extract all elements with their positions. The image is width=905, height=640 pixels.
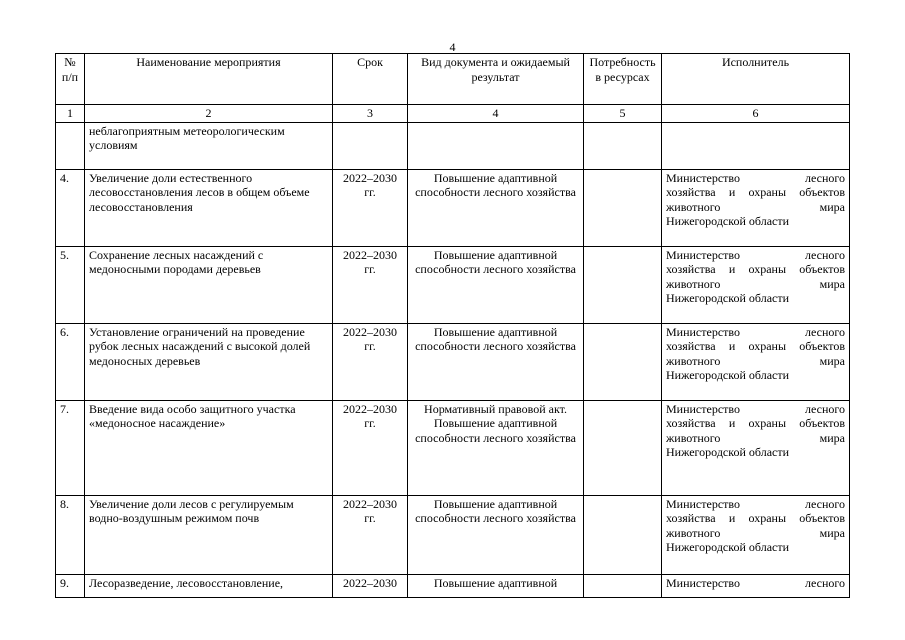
executor-line: Министерство лесного: [666, 496, 845, 511]
row-executor: [662, 574, 850, 597]
row-result: Повышение адаптивной способности лесного хозяйства: [408, 323, 584, 400]
header-executor: Исполнитель: [662, 54, 850, 105]
header-term: Срок: [333, 54, 408, 105]
column-number-row: [56, 105, 850, 123]
row-executor: [662, 495, 850, 574]
row-name: Установление ограничений на проведение рубок лесных насаждений с высокой долей медоносных деревьев: [85, 323, 333, 400]
row-executor: [662, 169, 850, 246]
executor-line: Нижегородской области: [666, 540, 790, 555]
column-number: 4: [408, 105, 584, 123]
executor-line: хозяйства и охраны объектов: [666, 339, 845, 354]
header-result: Вид документа и ожидаемый результат: [408, 54, 584, 105]
column-number: 2: [85, 105, 333, 123]
executor-line: хозяйства и охраны объектов: [666, 511, 845, 526]
row-resources: [584, 400, 662, 495]
column-number: 3: [333, 105, 408, 123]
row-num: 8.: [56, 495, 85, 574]
executor-line: Нижегородской области: [666, 291, 790, 306]
row-executor: [662, 400, 850, 495]
executor-line: хозяйства и охраны объектов: [666, 262, 845, 277]
row-result: Повышение адаптивной: [408, 574, 584, 597]
executor-line: Нижегородской области: [666, 368, 790, 383]
executor-line: Министерство лесного: [666, 170, 845, 185]
table-header-row: [56, 54, 850, 105]
table-row: [56, 574, 850, 597]
column-number: 1: [56, 105, 85, 123]
executor-line: животного мира: [666, 430, 845, 445]
row-result: Повышение адаптивной способности лесного хозяйства: [408, 169, 584, 246]
row-result: [408, 122, 584, 169]
row-term: 2022–2030 гг.: [333, 323, 408, 400]
executor-line: Нижегородской области: [666, 445, 790, 460]
executor-line: животного мира: [666, 199, 845, 214]
row-term: 2022–2030 гг.: [333, 495, 408, 574]
header-num: № п/п: [56, 54, 85, 105]
executor-line: хозяйства и охраны объектов: [666, 416, 845, 431]
row-num: [56, 122, 85, 169]
row-name: Лесоразведение, лесовосстановление,: [85, 574, 333, 597]
row-num: 9.: [56, 574, 85, 597]
row-name: Увеличение доли лесов с регулируемым водно-воздушным режимом почв: [85, 495, 333, 574]
row-executor: [662, 246, 850, 323]
page-number: 4: [449, 40, 456, 54]
row-num: 4.: [56, 169, 85, 246]
header-resources: Потребность в ресурсах: [584, 54, 662, 105]
table-row: [56, 169, 850, 246]
row-result: Повышение адаптивной способности лесного хозяйства: [408, 495, 584, 574]
table-row: [56, 495, 850, 574]
table-row: [56, 323, 850, 400]
table-row: [56, 400, 850, 495]
executor-line: животного мира: [666, 525, 845, 540]
row-num: 6.: [56, 323, 85, 400]
row-term: 2022–2030 гг.: [333, 246, 408, 323]
row-result: Нормативный правовой акт. Повышение адаптивной способности лесного хозяйства: [408, 400, 584, 495]
row-name: неблагоприятным метеорологическим условиям: [85, 122, 333, 169]
row-resources: [584, 169, 662, 246]
row-term: 2022–2030: [333, 574, 408, 597]
executor-line: Нижегородской области: [666, 214, 790, 229]
column-number: 6: [662, 105, 850, 123]
executor-line: животного мира: [666, 276, 845, 291]
row-executor: [662, 122, 850, 169]
row-resources: [584, 122, 662, 169]
executor-line: Министерство лесного: [666, 401, 845, 416]
row-term: 2022–2030 гг.: [333, 169, 408, 246]
table-row: [56, 122, 850, 169]
row-term: [333, 122, 408, 169]
column-number: 5: [584, 105, 662, 123]
row-term: 2022–2030 гг.: [333, 400, 408, 495]
header-name: Наименование мероприятия: [85, 54, 333, 105]
row-name: Увеличение доли естественного лесовосстановления лесов в общем объеме лесовосстановления: [85, 169, 333, 246]
row-resources: [584, 574, 662, 597]
row-num: 7.: [56, 400, 85, 495]
row-resources: [584, 323, 662, 400]
executor-line: Министерство лесного: [666, 324, 845, 339]
row-name: Введение вида особо защитного участка «медоносное насаждение»: [85, 400, 333, 495]
row-resources: [584, 246, 662, 323]
row-resources: [584, 495, 662, 574]
executor-line: Министерство лесного: [666, 575, 845, 590]
row-num: 5.: [56, 246, 85, 323]
executor-line: животного мира: [666, 353, 845, 368]
row-result: Повышение адаптивной способности лесного хозяйства: [408, 246, 584, 323]
row-name: Сохранение лесных насаждений с медоносными породами деревьев: [85, 246, 333, 323]
row-executor: [662, 323, 850, 400]
executor-line: Министерство лесного: [666, 247, 845, 262]
table-row: [56, 246, 850, 323]
measures-table: [55, 53, 850, 598]
executor-line: хозяйства и охраны объектов: [666, 185, 845, 200]
